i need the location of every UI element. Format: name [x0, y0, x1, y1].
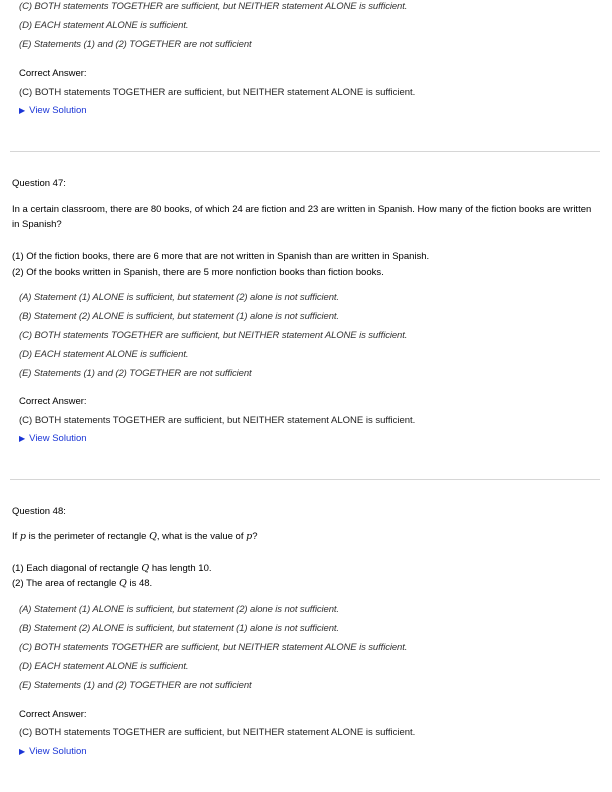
math-var-p: p: [19, 531, 27, 542]
correct-answer-text: (C) BOTH statements TOGETHER are sufficient, but NEITHER statement ALONE is sufficient.: [19, 415, 416, 426]
question-text: In a certain classroom, there are 80 books, of which 24 are fiction and 23 are written in Spanish. How many of the fiction books are written in Spanish?: [12, 204, 592, 230]
math-var-p: p: [246, 531, 253, 542]
option-a: (A) Statement (1) ALONE is sufficient, but statement (2) alone is not sufficient.: [19, 292, 339, 303]
view-solution-label: View Solution: [29, 433, 87, 444]
option-c: (C) BOTH statements TOGETHER are sufficient, but NEITHER statement ALONE is sufficient.: [19, 642, 408, 653]
question-header: Question 47:: [12, 178, 66, 189]
play-triangle-icon: ▶: [19, 747, 26, 756]
option-c: (C) BOTH statements TOGETHER are sufficient, but NEITHER statement ALONE is sufficient.: [19, 330, 408, 341]
question-divider: [10, 151, 600, 152]
option-e: (E) Statements (1) and (2) TOGETHER are not sufficient: [19, 39, 252, 50]
correct-answer-label: Correct Answer:: [19, 68, 87, 79]
view-solution-link[interactable]: [19, 746, 87, 757]
option-a: (A) Statement (1) ALONE is sufficient, but statement (2) alone is not sufficient.: [19, 604, 339, 615]
view-solution-label: View Solution: [29, 746, 87, 757]
view-solution-link[interactable]: [19, 105, 87, 116]
option-e: (E) Statements (1) and (2) TOGETHER are not sufficient: [19, 680, 252, 691]
question-text: If p is the perimeter of rectangle Q, what is the value of p?: [12, 531, 258, 542]
option-d: (D) EACH statement ALONE is sufficient.: [19, 661, 189, 672]
question-header: Question 48:: [12, 506, 66, 517]
correct-answer-label: Correct Answer:: [19, 396, 87, 407]
correct-answer-text: (C) BOTH statements TOGETHER are sufficient, but NEITHER statement ALONE is sufficient.: [19, 727, 416, 738]
correct-answer-text: (C) BOTH statements TOGETHER are sufficient, but NEITHER statement ALONE is sufficient.: [19, 87, 416, 98]
statement-1: (1) Of the fiction books, there are 6 more that are not written in Spanish than are written in Spanish.: [12, 251, 430, 262]
statement-2: (2) The area of rectangle Q is 48.: [12, 578, 153, 589]
question-divider: [10, 479, 600, 480]
option-b: (B) Statement (2) ALONE is sufficient, but statement (1) alone is not sufficient.: [19, 623, 339, 634]
math-var-q: Q: [119, 578, 127, 589]
view-solution-link[interactable]: [19, 433, 87, 444]
correct-answer-label: Correct Answer:: [19, 709, 87, 720]
view-solution-label: View Solution: [29, 105, 87, 116]
option-d: (D) EACH statement ALONE is sufficient.: [19, 20, 189, 31]
statement-1: (1) Each diagonal of rectangle Q has length 10.: [12, 563, 212, 574]
option-e: (E) Statements (1) and (2) TOGETHER are not sufficient: [19, 368, 252, 379]
option-c: (C) BOTH statements TOGETHER are sufficient, but NEITHER statement ALONE is sufficient.: [19, 1, 408, 12]
math-var-q: Q: [141, 563, 150, 574]
math-var-q: Q: [149, 531, 157, 542]
option-d: (D) EACH statement ALONE is sufficient.: [19, 349, 189, 360]
statement-2: (2) Of the books written in Spanish, there are 5 more nonfiction books than fiction books.: [12, 267, 384, 278]
play-triangle-icon: ▶: [19, 106, 26, 115]
play-triangle-icon: ▶: [19, 434, 26, 443]
option-b: (B) Statement (2) ALONE is sufficient, but statement (1) alone is not sufficient.: [19, 311, 339, 322]
